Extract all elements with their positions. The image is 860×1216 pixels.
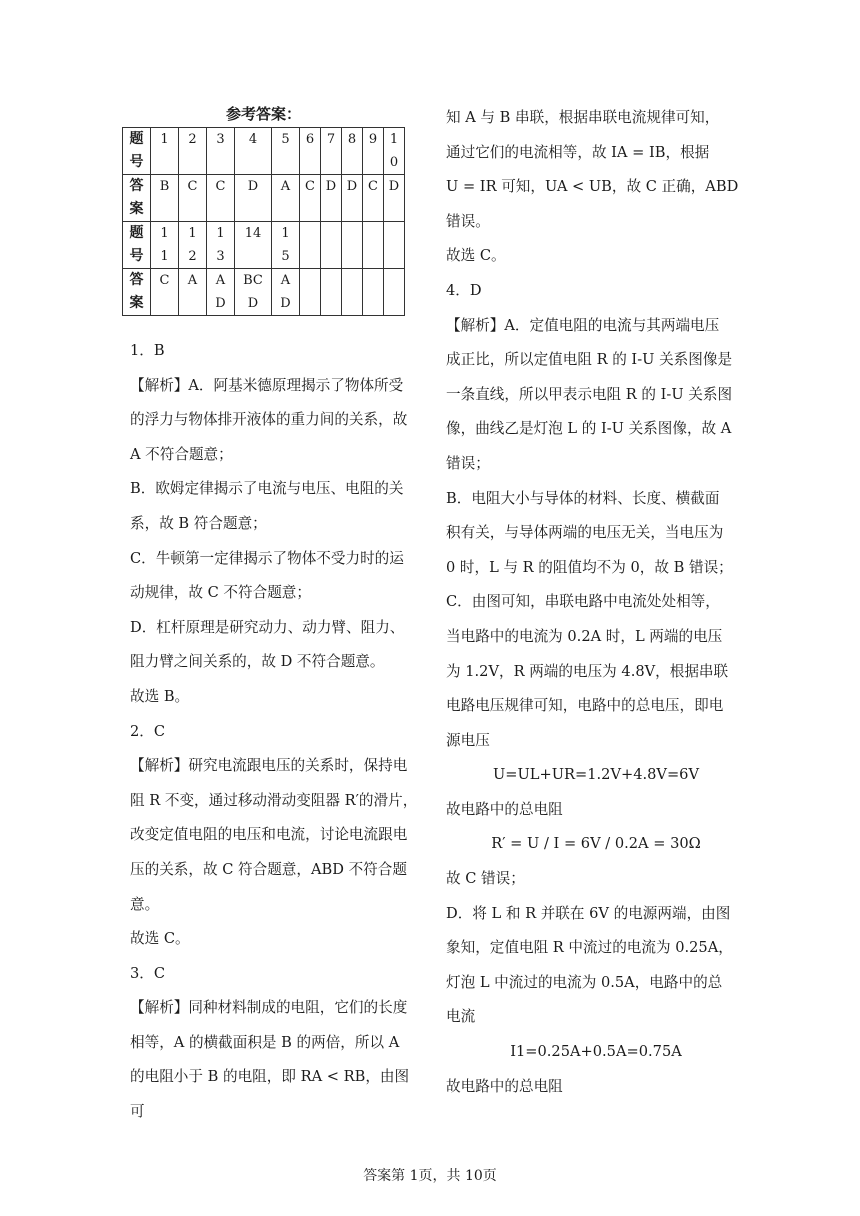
text-line: 故电路中的总电阻 bbox=[446, 1077, 563, 1095]
text-line: 【解析】A．定值电阻的电流与其两端电压 bbox=[446, 316, 720, 334]
table-cell: 1 3 bbox=[207, 222, 235, 269]
text-line: 为 1.2V，R 两端的电压为 4.8V，根据串联 bbox=[446, 662, 729, 680]
table-cell: D bbox=[384, 175, 405, 222]
text-line: A 不符合题意； bbox=[130, 445, 233, 463]
text-line: 一条直线，所以甲表示电阻 R 的 I-U 关系图 bbox=[446, 385, 733, 403]
text-line: 电流 bbox=[446, 1008, 476, 1026]
table-cell bbox=[321, 222, 342, 269]
text-line: 灯泡 L 中流过的电流为 0.5A，电路中的总 bbox=[446, 973, 723, 991]
table-cell: 1 1 bbox=[151, 222, 179, 269]
q1-number: 1．B bbox=[130, 342, 165, 359]
table-cell bbox=[384, 222, 405, 269]
row-header: 题 号 bbox=[123, 128, 151, 175]
answer-row bbox=[123, 175, 405, 222]
table-cell: A bbox=[179, 269, 207, 316]
row-header: 答 案 bbox=[123, 269, 151, 316]
table-cell bbox=[300, 269, 321, 316]
text-line: 错误； bbox=[446, 454, 490, 472]
table-cell: C bbox=[179, 175, 207, 222]
q2-number: 2．C bbox=[130, 722, 166, 740]
table-cell: A D bbox=[207, 269, 235, 316]
table-cell bbox=[384, 269, 405, 316]
table-cell: 8 bbox=[342, 128, 363, 175]
text-line: 当电路中的电流为 0.2A 时，L 两端的电压 bbox=[446, 627, 723, 645]
text-line: D．杠杆原理是研究动力、动力臂、阻力、 bbox=[130, 618, 405, 636]
table-cell: A D bbox=[272, 269, 300, 316]
text-line: C．牛顿第一定律揭示了物体不受力时的运 bbox=[130, 549, 404, 567]
answer-table bbox=[122, 127, 405, 316]
text-line: 像，曲线乙是灯泡 L 的 I-U 关系图像，故 A bbox=[446, 420, 732, 438]
table-cell: 6 bbox=[300, 128, 321, 175]
equation-resistance: R′ = U / I = 6V / 0.2A = 30Ω bbox=[491, 835, 701, 853]
table-cell: BC D bbox=[235, 269, 272, 316]
table-cell: 4 bbox=[235, 128, 272, 175]
text-line: 意。 bbox=[130, 895, 160, 913]
table-cell: 1 bbox=[151, 128, 179, 175]
text-line: 故选 B。 bbox=[130, 687, 190, 705]
table-cell: D bbox=[321, 175, 342, 222]
text-line: D．将 L 和 R 并联在 6V 的电源两端，由图 bbox=[446, 904, 731, 922]
right-column bbox=[446, 101, 746, 1104]
text-line: 0 时，L 与 R 的阻值均不为 0，故 B 错误； bbox=[446, 558, 733, 576]
row-header: 答 案 bbox=[123, 175, 151, 222]
text-line: C．由图可知，串联电路中电流处处相等， bbox=[446, 593, 720, 611]
table-cell: 1 5 bbox=[272, 222, 300, 269]
text-line: 动规律，故 C 不符合题意； bbox=[130, 584, 311, 602]
text-line: 阻力臂之间关系的，故 D 不符合题意。 bbox=[130, 653, 385, 671]
text-line: 错误。 bbox=[446, 212, 490, 230]
table-cell: C bbox=[363, 175, 384, 222]
left-column bbox=[130, 334, 420, 1130]
text-line: 的电阻小于 B 的电阻，即 RA < RB，由图可 bbox=[130, 1068, 410, 1121]
equation-current: I1=0.25A+0.5A=0.75A bbox=[510, 1043, 682, 1061]
table-cell: 9 bbox=[363, 128, 384, 175]
text-line: 象知，定值电阻 R 中流过的电流为 0.25A， bbox=[446, 939, 733, 957]
table-cell bbox=[321, 269, 342, 316]
text-line: 成正比，所以定值电阻 R 的 I-U 关系图像是 bbox=[446, 351, 733, 369]
answer-title: 参考答案： bbox=[226, 105, 302, 123]
text-line: 知 A 与 B 串联，根据串联电流规律可知， bbox=[446, 109, 720, 126]
table-cell: B bbox=[151, 175, 179, 222]
text-line: 阻 R 不变，通过移动滑动变阻器 R′的滑片， bbox=[130, 791, 418, 809]
text-line: 的浮力与物体排开液体的重力间的关系，故 bbox=[130, 411, 408, 429]
table-cell: C bbox=[207, 175, 235, 222]
q3-number: 3．C bbox=[130, 964, 166, 982]
table-cell bbox=[300, 222, 321, 269]
table-cell: 3 bbox=[207, 128, 235, 175]
text-line: 压的关系，故 C 符合题意，ABD 不符合题 bbox=[130, 860, 407, 878]
table-cell: 14 bbox=[235, 222, 272, 269]
table-cell: 1 0 bbox=[384, 128, 405, 175]
text-line: 通过它们的电流相等，故 IA = IB，根据 bbox=[446, 143, 710, 161]
table-cell bbox=[363, 269, 384, 316]
table-cell: 7 bbox=[321, 128, 342, 175]
equation-voltage: U=UL+UR=1.2V+4.8V=6V bbox=[492, 766, 700, 784]
text-line: 故选 C。 bbox=[446, 247, 506, 265]
table-cell: 1 2 bbox=[179, 222, 207, 269]
text-line: 【解析】研究电流跟电压的关系时，保持电 bbox=[130, 757, 408, 775]
text-line: U = IR 可知，UA < UB，故 C 正确，ABD bbox=[446, 178, 739, 196]
text-line: 故选 C。 bbox=[130, 930, 190, 948]
table-cell bbox=[342, 269, 363, 316]
question-number-row bbox=[123, 222, 405, 269]
text-line: B．欧姆定律揭示了电流与电压、电阻的关 bbox=[130, 480, 404, 498]
table-cell: 5 bbox=[272, 128, 300, 175]
question-number-row bbox=[123, 128, 405, 175]
table-cell: A bbox=[272, 175, 300, 222]
text-line: 相等，A 的横截面积是 B 的两倍，所以 A bbox=[130, 1033, 400, 1051]
table-cell: D bbox=[342, 175, 363, 222]
text-line: 【解析】A．阿基米德原理揭示了物体所受 bbox=[130, 376, 404, 394]
text-line: 系，故 B 符合题意； bbox=[130, 514, 267, 532]
text-line: 【解析】同种材料制成的电阻，它们的长度 bbox=[130, 999, 408, 1017]
table-cell: C bbox=[300, 175, 321, 222]
page-footer: 答案第 1页，共 10页 bbox=[363, 1168, 497, 1184]
text-line: 电路电压规律可知，电路中的总电压，即电 bbox=[446, 697, 724, 715]
text-line: B．电阻大小与导体的材料、长度、横截面 bbox=[446, 489, 720, 507]
table-cell bbox=[363, 222, 384, 269]
q4-number: 4．D bbox=[446, 281, 482, 299]
table-cell: 2 bbox=[179, 128, 207, 175]
text-line: 故电路中的总电阻 bbox=[446, 800, 563, 818]
table-cell: D bbox=[235, 175, 272, 222]
text-line: 积有关，与导体两端的电压无关，当电压为 bbox=[446, 524, 724, 542]
text-line: 源电压 bbox=[446, 731, 490, 749]
table-cell bbox=[342, 222, 363, 269]
table-cell: C bbox=[151, 269, 179, 316]
text-line: 故 C 错误； bbox=[446, 870, 525, 888]
row-header: 题 号 bbox=[123, 222, 151, 269]
text-line: 改变定值电阻的电压和电流，讨论电流跟电 bbox=[130, 826, 408, 844]
answer-row bbox=[123, 269, 405, 316]
